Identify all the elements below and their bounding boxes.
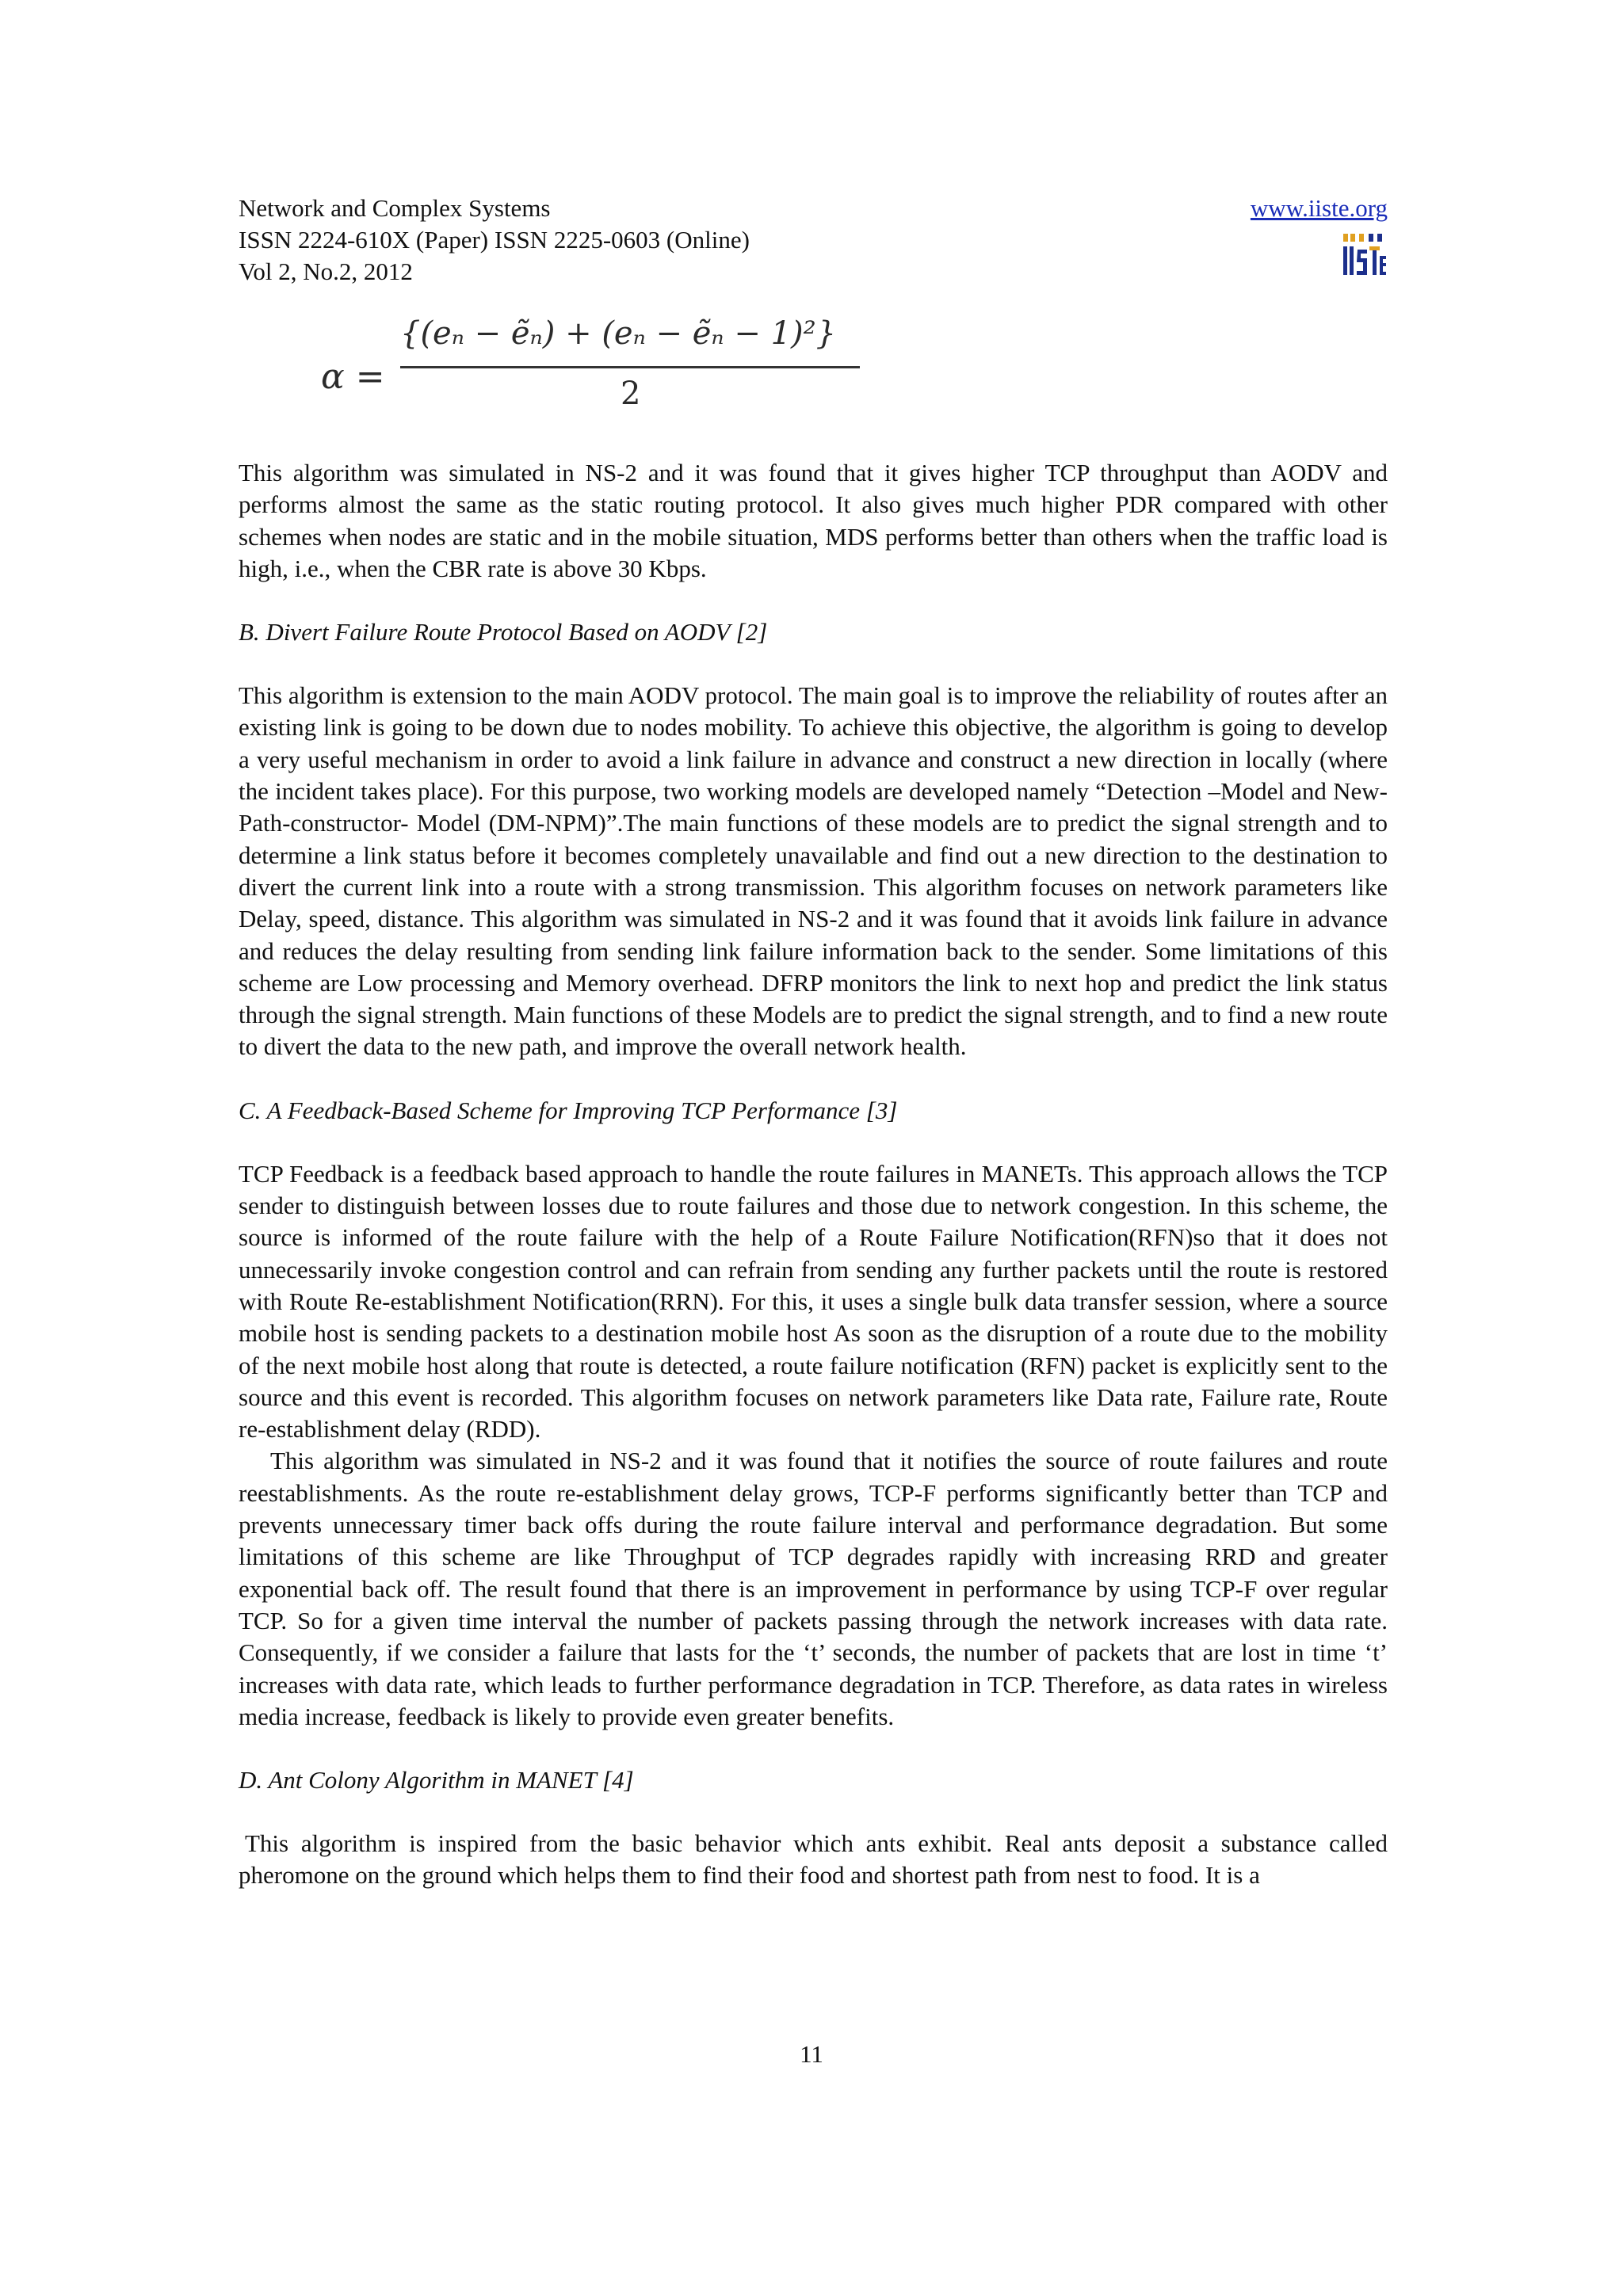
journal-url-link[interactable]: www.iiste.org <box>1250 194 1388 222</box>
section-b-heading: B. Divert Failure Route Protocol Based on AODV [2] <box>239 618 768 646</box>
page-number: 11 <box>800 2040 823 2068</box>
section-d-heading: D. Ant Colony Algorithm in MANET [4] <box>239 1766 634 1794</box>
section-c-paragraph-2: This algorithm was simulated in NS-2 and it was found that it notifies the source of route failures and route reestablishments. As the route re-establishment delay grows, TCP-F performs significantly better than TCP and prevents unnecessary timer back offs during the route failure interval and performance degradation. But some limitations of this scheme are like Throughput of TCP degrades rapidly with increasing RRD and greater exponential back off. The result found that there is an improvement in performance by using TCP-F over regular TCP. So for a given time interval the number of packets passing through the network increases with data rate. Consequently, if we consider a failure that lasts for the ‘t’ seconds, the number of packets that are lost in time ‘t’ increases with data rate, which leads to further performance degradation in TCP. Therefore, as data rates in wireless media increase, feedback is likely to provide even greater benefits. <box>239 1447 1388 1730</box>
section-c-heading: C. A Feedback-Based Scheme for Improving TCP Performance [3] <box>239 1096 898 1124</box>
formula-lhs: α = <box>321 357 385 397</box>
section-c-paragraph-1: TCP Feedback is a feedback based approach to handle the route failures in MANETs. This approach allows the TCP sender to distinguish between losses due to route failures and those due to network congestion. In this scheme, the source is informed of the route failure with the help of a Route Failure Notification(RFN)so that it does not unnecessarily invoke congestion control and can refrain from sending any further packets until the route is restored with Route Re-establishment Notification(RRN). For this, it uses a single bulk data transfer session, where a source mobile host is sending packets to a destination mobile host As soon as the disruption of a route due to the mobility of the next mobile host along that route is detected, a route failure notification (RFN) packet is explicitly sent to the source and this event is recorded. This algorithm focuses on network parameters like Data rate, Failure rate, Route re-establishment delay (RDD). <box>239 1159 1388 1444</box>
section-d-paragraph: This algorithm is inspired from the basic behavior which ants exhibit. Real ants deposit a substance called pheromone on the ground which helps them to find their food and shortest path from nest to food. It is a <box>239 1829 1388 1890</box>
intro-paragraph: This algorithm was simulated in NS-2 and it was found that it gives higher TCP throughput than AODV and performs almost the same as the static routing protocol. It also gives much higher PDR compared with other schemes when nodes are static and in the mobile situation, MDS performs better than others when the traffic load is high, i.e., when the CBR rate is above 30 Kbps. <box>239 459 1388 582</box>
formula-numerator: {(eₙ − ẽₙ) + (eₙ − ẽₙ − 1)²} <box>400 315 837 352</box>
section-b-paragraph: This algorithm is extension to the main AODV protocol. The main goal is to improve the reliability of routes after an existing link is going to be down due to nodes mobility. To achieve this objective, the algorithm is going to develop a very useful mechanism in order to avoid a link failure in advance and construct a new direction in locally (where the incident takes place). For this purpose, two working models are developed namely “Detection –Model and New-Path-constructor- Model (DM-NPM)”.The main functions of these models are to predict the signal strength and to determine a link status before it becomes completely unavailable and find out a new direction to the destination to divert the current link into a route with a strong transmission. This algorithm focuses on network parameters like Delay, speed, distance. This algorithm was simulated in NS-2 and it was found that it avoids link failure in advance and reduces the delay resulting from sending link failure information back to the sender. Some limitations of this scheme are Low processing and Memory overhead. DFRP monitors the link to next hop and predict the link status through the signal strength. Main functions of these Models are to predict the signal strength, and to find a new route to divert the data to the new path, and improve the overall network health. <box>239 681 1388 1061</box>
issn-line: ISSN 2224-610X (Paper) ISSN 2225-0603 (Online) <box>239 226 750 254</box>
formula-denominator: 2 <box>621 376 641 412</box>
page-header <box>239 193 1388 288</box>
volume-line: Vol 2, No.2, 2012 <box>239 257 413 285</box>
formula-fraction-bar <box>400 366 860 368</box>
iiste-logo-icon <box>1342 232 1388 278</box>
alpha-formula <box>321 314 892 425</box>
journal-title: Network and Complex Systems <box>239 194 551 222</box>
article-body <box>239 457 1388 1892</box>
